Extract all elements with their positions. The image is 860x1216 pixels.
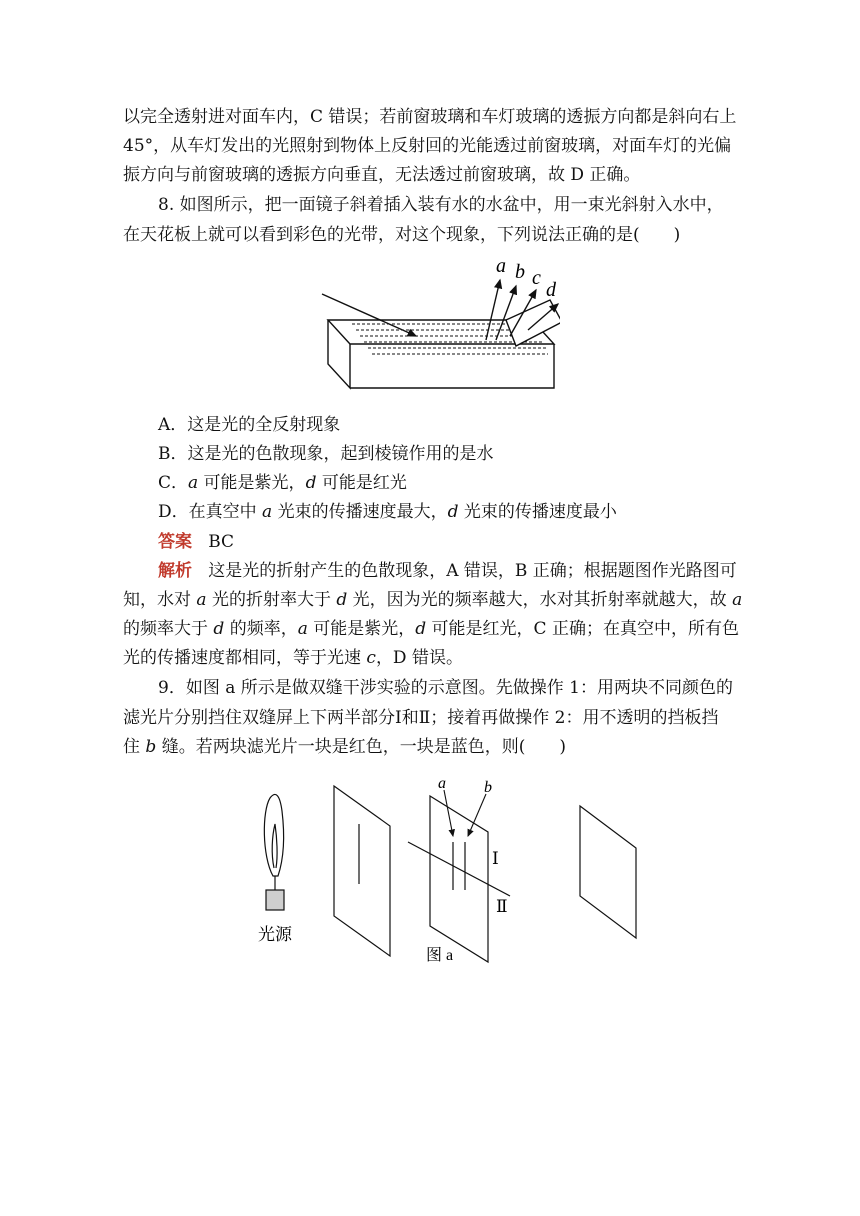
var-a: a — [732, 590, 743, 610]
option-b: B．这是光的色散现象，起到棱镜作用的是水 — [158, 444, 494, 464]
option-c-var-d: d — [305, 473, 317, 493]
region-label-2: Ⅱ — [496, 897, 508, 916]
answer-value: BC — [208, 532, 235, 552]
light-source-icon — [264, 794, 284, 910]
question-9-stem-line-2: 滤光片分别挡住双缝屏上下两半部分Ⅰ和Ⅱ；接着再做操作 2：用不透明的挡板挡 — [123, 708, 719, 728]
region-label-1: Ⅰ — [492, 849, 499, 868]
var-a: a — [297, 619, 308, 639]
answer-label: 答案 — [158, 532, 192, 552]
option-c-suffix: 可能是红光 — [316, 473, 407, 493]
analysis-label: 解析 — [158, 561, 192, 581]
option-c-mid: 可能是紫光， — [198, 473, 306, 493]
figure-caption: 图 a — [426, 947, 454, 964]
var-d: d — [336, 590, 348, 610]
question-8-figure — [310, 252, 560, 408]
option-c-prefix: C． — [158, 473, 189, 493]
prev-paragraph-line-2: 45°，从车灯发出的光照射到物体上反射回的光能透过前窗玻璃，对面车灯的光偏 — [123, 136, 732, 156]
stem-text: 住 — [123, 737, 146, 757]
analysis-line-1 — [158, 556, 860, 586]
analysis-text-1: 这是光的折射产生的色散现象，A 错误，B 正确；根据题图作光路图可 — [208, 561, 737, 581]
question-9-figure — [240, 766, 654, 976]
analysis-text: 光，因为光的频率越大，水对其折射率就越大，故 — [347, 590, 733, 610]
option-c — [158, 468, 860, 498]
var-a: a — [196, 590, 207, 610]
option-d-suffix: 光束的传播速度最小 — [458, 502, 617, 522]
option-d-prefix: D．在真空中 — [158, 502, 263, 522]
single-slit-screen — [334, 786, 390, 956]
slit-label-b: b — [484, 779, 492, 796]
double-slit-screen — [408, 796, 510, 962]
var-b: b — [145, 737, 157, 757]
analysis-text: 光的传播速度都相同，等于光速 — [123, 648, 367, 668]
stem-text: 缝。若两块滤光片一块是红色，一块是蓝色，则( ) — [156, 737, 566, 757]
ray-label-a: a — [496, 255, 506, 277]
question-9-stem-line-3 — [123, 732, 860, 762]
analysis-line-4 — [123, 643, 860, 673]
analysis-text: 知，水对 — [123, 590, 197, 610]
ray-label-c: c — [532, 267, 541, 289]
ray-label-d: d — [546, 279, 556, 301]
analysis-text: 可能是红光，C 正确；在真空中，所有色 — [426, 619, 739, 639]
var-c: c — [366, 648, 376, 668]
option-a: A．这是光的全反射现象 — [158, 415, 341, 435]
question-8-stem-line-2: 在天花板上就可以看到彩色的光带，对这个现象，下列说法正确的是( ) — [123, 225, 681, 245]
var-d: d — [213, 619, 225, 639]
analysis-text: 的频率大于 — [123, 619, 214, 639]
answer-line — [158, 527, 860, 557]
analysis-text: 可能是紫光， — [307, 619, 416, 639]
analysis-text: 光的折射率大于 — [206, 590, 337, 610]
option-d-mid: 光束的传播速度最大， — [272, 502, 448, 522]
option-c-var-a: a — [188, 473, 199, 493]
slit-label-a: a — [438, 775, 446, 792]
analysis-text: 的频率， — [224, 619, 298, 639]
option-d-var-a: a — [262, 502, 273, 522]
prev-paragraph-line-1: 以完全透射进对面车内，C 错误；若前窗玻璃和车灯玻璃的透振方向都是斜向右上 — [123, 107, 737, 127]
analysis-line-2 — [123, 585, 860, 615]
var-d: d — [415, 619, 427, 639]
observation-screen — [580, 806, 636, 938]
prev-paragraph-line-3: 振方向与前窗玻璃的透振方向垂直，无法透过前窗玻璃，故 D 正确。 — [123, 165, 641, 185]
option-d — [158, 497, 860, 527]
analysis-text: ，D 错误。 — [375, 648, 463, 668]
question-8-stem-line-1: 8. 如图所示，把一面镜子斜着插入装有水的水盆中，用一束光斜射入水中， — [158, 195, 724, 215]
mirror — [506, 300, 560, 346]
light-source-label: 光源 — [258, 925, 292, 944]
ray-label-b: b — [515, 261, 525, 283]
option-d-var-d: d — [447, 502, 459, 522]
analysis-line-3 — [123, 614, 860, 644]
question-9-stem-line-1: 9．如图 a 所示是做双缝干涉实验的示意图。先做操作 1：用两块不同颜色的 — [158, 678, 733, 698]
